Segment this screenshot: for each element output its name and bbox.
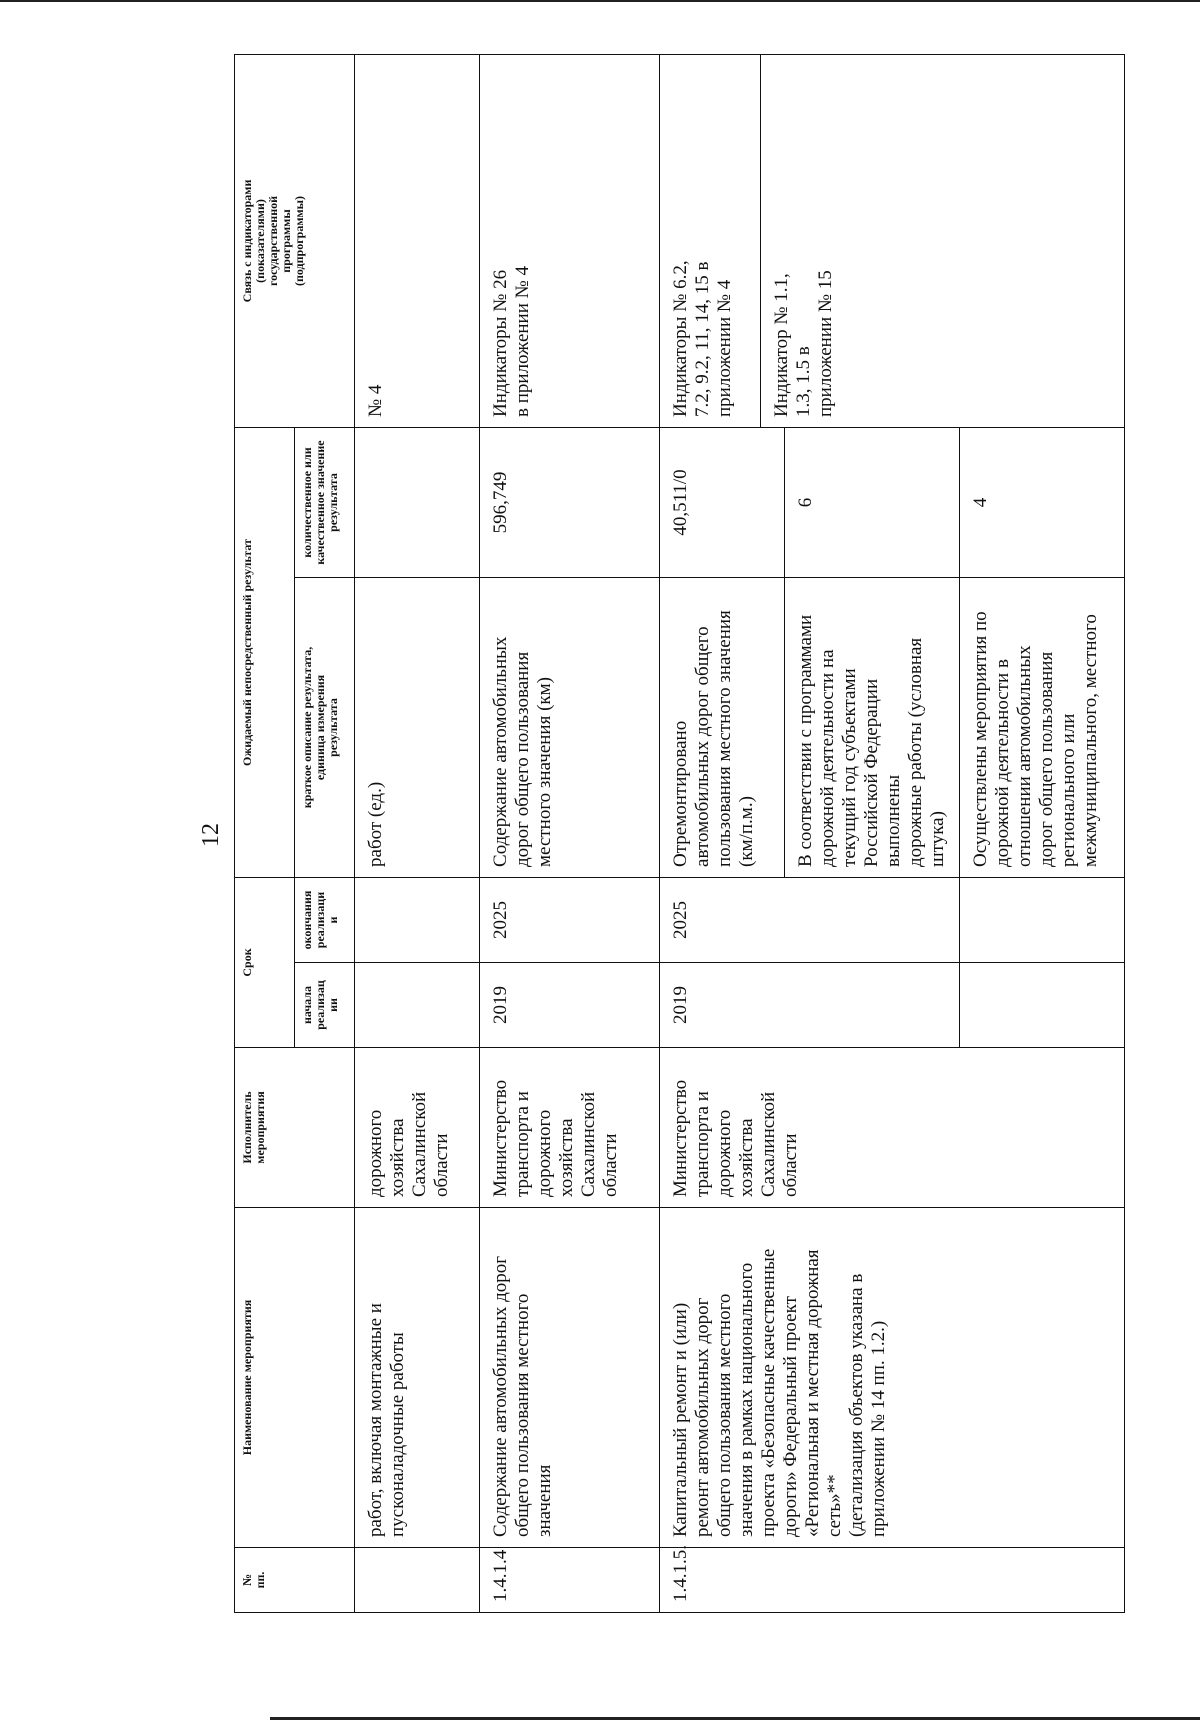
page-number: 12: [198, 823, 224, 847]
header-brief: краткое описание результата, единица измерения результата: [295, 577, 355, 877]
row-end-empty: [960, 877, 1125, 962]
header-start: начала реализац ии: [295, 963, 355, 1048]
rotated-page: [184, 55, 1104, 1615]
header-executor: Исполнитель мероприятия: [235, 1048, 355, 1208]
header-name: Наименование мероприятия: [235, 1208, 355, 1548]
row-name: Капитальный ремонт и (или) ремонт автомобильных дорог общего пользования местного значения в рамках национального проекта «Безопасные качественные дороги» Федеральный проект «Региональная и местная дорожная сеть»** (детализация объектов указана в приложении № 14 пп. 1.2.): [660, 1208, 1125, 1548]
row-result-quant: 40,511/0: [660, 427, 785, 577]
table-row: [660, 54, 785, 1612]
table-row: [355, 54, 480, 1612]
row-no: 1.4.1.4: [480, 1548, 660, 1613]
row-link: Индикатор № 1.1, 1.3, 1.5 в приложении № 15: [771, 270, 836, 417]
row-no: 1.4.1.5.: [660, 1548, 1125, 1613]
row-brief: работ (ед.): [355, 577, 480, 877]
table-row: [480, 54, 660, 1612]
row-result-brief: Осуществлены мероприятия по дорожной деятельности в отношении автомобильных дорог общего пользования регионального или межмуниципального, местного: [960, 577, 1125, 877]
scan-edge-top: [0, 0, 1200, 2]
row-result-brief: В соответствии с программами дорожной деятельности на текущий год субъектами Российской Федерации выполнены дорожные работы (условная штука): [785, 577, 960, 877]
measures-table: [234, 54, 1125, 1613]
header-no: № пп.: [235, 1548, 355, 1613]
row-result-quant: 6: [785, 427, 960, 577]
row-no: [355, 1548, 480, 1613]
row-end: 2025: [480, 877, 660, 962]
header-quant: количественное или качественное значение результата: [295, 427, 355, 577]
row-start: 2019: [480, 963, 660, 1048]
row-quant: [355, 427, 480, 577]
header-term: Срок: [235, 877, 295, 1047]
row-link: Индикаторы № 26 в приложении № 4: [480, 54, 660, 427]
row-link: № 4: [355, 54, 480, 427]
row-links-cell: [660, 54, 1125, 427]
row-executor: Министерство транспорта и дорожного хозяйства Сахалинской области: [660, 1048, 1125, 1208]
row-start: 2019: [660, 963, 960, 1048]
row-link: Индикаторы № 6.2, 7.2, 9.2, 11, 14, 15 в приложении № 4: [660, 55, 761, 427]
row-executor: Министерство транспорта и дорожного хозяйства Сахалинской области: [480, 1048, 660, 1208]
scan-edge-bottom: [270, 1717, 1200, 1720]
header-link: Связь с индикаторами (показателями) государственной программы (подпрограммы): [235, 54, 355, 427]
row-executor: дорожного хозяйства Сахалинской области: [355, 1048, 480, 1208]
row-end: [355, 877, 480, 962]
header-expected: Ожидаемый непосредственный результат: [235, 427, 295, 877]
row-brief: Содержание автомобильных дорог общего пользования местного значения (км): [480, 577, 660, 877]
row-name: Содержание автомобильных дорог общего пользования местного значения: [480, 1208, 660, 1548]
row-start: [355, 963, 480, 1048]
row-name: работ, включая монтажные и пусконаладочные работы: [355, 1208, 480, 1548]
row-start-empty: [960, 963, 1125, 1048]
row-quant: 596,749: [480, 427, 660, 577]
header-end: окончания реализаци и: [295, 877, 355, 962]
row-result-quant: 4: [960, 427, 1125, 577]
row-result-brief: Отремонтировано автомобильных дорог общего пользования местного значения (км/п.м.): [660, 577, 785, 877]
row-end: 2025: [660, 877, 960, 962]
